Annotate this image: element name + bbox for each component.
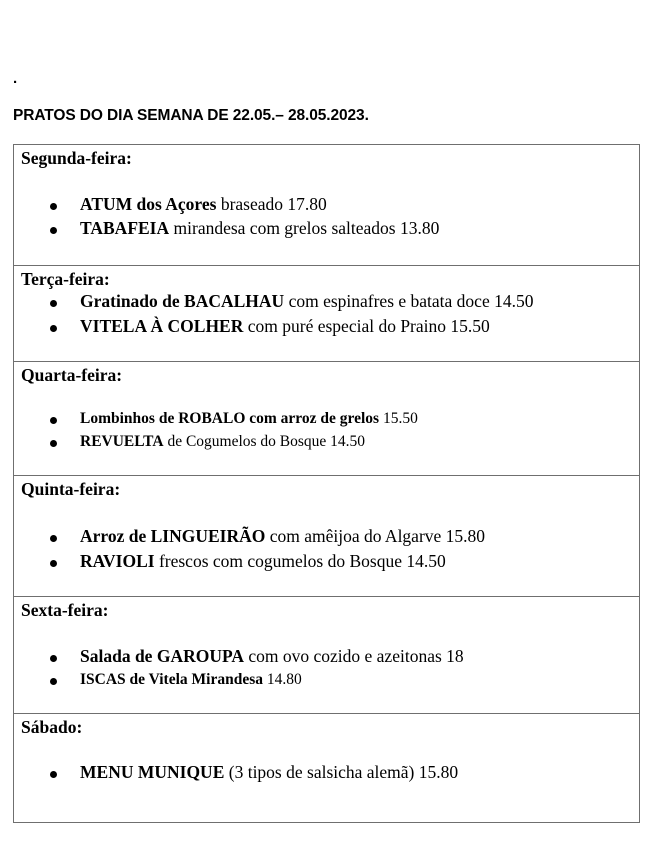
dish-item: Lombinhos de ROBALO com arroz de grelos 15.50 <box>80 410 418 427</box>
dish-item: REVUELTA de Cogumelos do Bosque 14.50 <box>80 433 366 450</box>
day-section-saturday <box>14 713 639 822</box>
bullet-icon <box>50 560 57 567</box>
day-name-wednesday: Quarta-feira: <box>21 365 123 385</box>
dish-item: Arroz de LINGUEIRÃO com amêijoa do Algarve 15.80 <box>80 526 486 546</box>
bullet-icon <box>50 655 57 662</box>
bullet-icon <box>50 325 57 332</box>
bullet-icon <box>50 440 57 447</box>
dish-item: TABAFEIA mirandesa com grelos salteados 13.80 <box>80 218 440 238</box>
bullet-icon <box>50 535 57 542</box>
day-section-thursday <box>14 475 639 596</box>
dish-item: MENU MUNIQUE (3 tipos de salsicha alemã) 15.80 <box>80 762 459 782</box>
day-name-thursday: Quinta-feira: <box>21 479 121 499</box>
bullet-icon <box>50 771 57 778</box>
weekly-menu-table <box>13 144 640 823</box>
page-title: PRATOS DO DIA SEMANA DE 22.05.– 28.05.2023. <box>13 107 369 124</box>
day-section-monday <box>14 145 639 265</box>
bullet-icon <box>50 417 57 424</box>
dish-item: ISCAS de Vitela Mirandesa 14.80 <box>80 671 302 688</box>
dish-item: ATUM dos Açores braseado 17.80 <box>80 194 327 214</box>
bullet-icon <box>50 227 57 234</box>
day-name-tuesday: Terça-feira: <box>21 269 110 289</box>
bullet-icon <box>50 300 57 307</box>
dish-item: Gratinado de BACALHAU com espinafres e batata doce 14.50 <box>80 291 534 311</box>
leading-dot: . <box>13 70 18 87</box>
bullet-icon <box>50 678 57 685</box>
day-name-saturday: Sábado: <box>21 717 83 737</box>
day-section-tuesday <box>14 265 639 361</box>
dish-item: VITELA À COLHER com puré especial do Praino 15.50 <box>80 316 490 336</box>
day-name-friday: Sexta-feira: <box>21 600 109 620</box>
dish-item: RAVIOLI frescos com cogumelos do Bosque 14.50 <box>80 551 446 571</box>
bullet-icon <box>50 203 57 210</box>
day-section-wednesday <box>14 361 639 475</box>
day-section-friday <box>14 596 639 713</box>
dish-item: Salada de GAROUPA com ovo cozido e azeitonas 18 <box>80 646 464 666</box>
day-name-monday: Segunda-feira: <box>21 148 132 168</box>
